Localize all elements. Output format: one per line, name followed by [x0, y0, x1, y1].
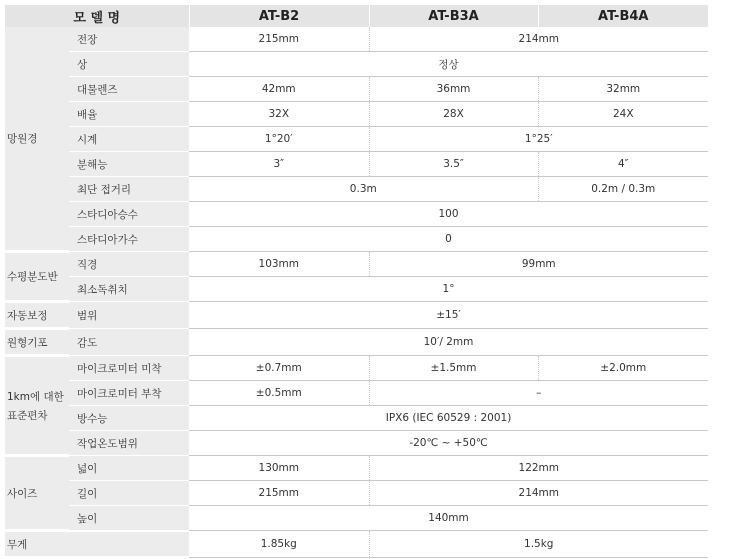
cell-value: ±0.5mm [189, 381, 369, 406]
model-header-at-b2: AT-B2 [189, 5, 369, 27]
category-std-dev-line1: 1km에 대한 [5, 356, 69, 406]
table-row [5, 177, 708, 202]
table-row [5, 252, 708, 277]
category-telescope: 망원경 [5, 27, 69, 252]
row-label: 최소독취치 [69, 277, 189, 302]
cell-value: ±2.0mm [538, 356, 708, 381]
category-circular-level: 원형기포 [5, 329, 69, 356]
model-header-at-b3a: AT-B3A [369, 5, 538, 27]
cell-value: 36mm [369, 77, 538, 102]
row-label: 마이크로미터 부착 [69, 381, 189, 406]
category-size: 사이즈 [5, 456, 69, 531]
cell-value: IPX6 (IEC 60529 : 2001) [189, 406, 708, 431]
row-label: 최단 접거리 [69, 177, 189, 202]
cell-value: 1.85kg [189, 531, 369, 558]
row-label: 범위 [69, 302, 189, 329]
row-label: 직경 [69, 252, 189, 277]
row-label: 넓이 [69, 456, 189, 481]
category-std-dev-line2: 표준편차 [5, 406, 69, 456]
table-row [5, 531, 708, 558]
table-row [5, 381, 708, 406]
row-label: 마이크로미터 미착 [69, 356, 189, 381]
row-label: 상 [69, 52, 189, 77]
table-row [5, 456, 708, 481]
cell-value: 1°20′ [189, 127, 369, 152]
table-row [5, 152, 708, 177]
cell-value: – [369, 381, 708, 406]
row-label: 대물렌즈 [69, 77, 189, 102]
cell-value: 214mm [369, 481, 708, 506]
table-row [5, 202, 708, 227]
cell-value: 214mm [369, 27, 708, 52]
row-label: 스타디아가수 [69, 227, 189, 252]
cell-value: 0.2m / 0.3m [538, 177, 708, 202]
table-row [5, 406, 708, 431]
cell-value: 1°25′ [369, 127, 708, 152]
cell-value: 4″ [538, 152, 708, 177]
cell-value: 3.5″ [369, 152, 538, 177]
table-row [5, 227, 708, 252]
table-row [5, 102, 708, 127]
cell-value: ±1.5mm [369, 356, 538, 381]
cell-value: 10′/ 2mm [189, 329, 708, 356]
row-label: 작업온도범위 [69, 431, 189, 456]
table-row [5, 481, 708, 506]
table-row [5, 52, 708, 77]
row-label: 높이 [69, 506, 189, 531]
category-compensator: 자동보정 [5, 302, 69, 329]
table-row [5, 431, 708, 456]
cell-value: ±0.7mm [189, 356, 369, 381]
spec-table [5, 5, 708, 559]
spec-table-container [5, 5, 708, 559]
cell-value: -20℃ ~ +50℃ [189, 431, 708, 456]
table-row [5, 329, 708, 356]
cell-value: ±15′ [189, 302, 708, 329]
cell-value: 130mm [189, 456, 369, 481]
row-label: 전장 [69, 27, 189, 52]
cell-value: 24X [538, 102, 708, 127]
cell-value: 28X [369, 102, 538, 127]
cell-value: 32mm [538, 77, 708, 102]
table-row [5, 277, 708, 302]
cell-value: 정상 [189, 52, 708, 77]
cell-value: 215mm [189, 27, 369, 52]
header-row [5, 5, 708, 27]
cell-value: 0.3m [189, 177, 538, 202]
cell-value: 3″ [189, 152, 369, 177]
category-weight: 무게 [5, 531, 189, 558]
cell-value: 140mm [189, 506, 708, 531]
table-row [5, 127, 708, 152]
cell-value: 215mm [189, 481, 369, 506]
cell-value: 103mm [189, 252, 369, 277]
cell-value: 0 [189, 227, 708, 252]
category-horizontal-circle: 수평분도반 [5, 252, 69, 302]
row-label: 길이 [69, 481, 189, 506]
model-name-header: 모 델 명 [5, 5, 189, 27]
cell-value: 100 [189, 202, 708, 227]
row-label: 감도 [69, 329, 189, 356]
cell-value: 1° [189, 277, 708, 302]
table-row [5, 27, 708, 52]
row-label: 스타디아승수 [69, 202, 189, 227]
cell-value: 99mm [369, 252, 708, 277]
row-label: 배율 [69, 102, 189, 127]
cell-value: 42mm [189, 77, 369, 102]
cell-value: 122mm [369, 456, 708, 481]
cell-value: 1.5kg [369, 531, 708, 558]
table-row [5, 506, 708, 531]
cell-value: 32X [189, 102, 369, 127]
table-row [5, 356, 708, 381]
table-row [5, 302, 708, 329]
row-label: 분해능 [69, 152, 189, 177]
row-label: 시계 [69, 127, 189, 152]
table-row [5, 77, 708, 102]
row-label: 방수능 [69, 406, 189, 431]
model-header-at-b4a: AT-B4A [538, 5, 708, 27]
